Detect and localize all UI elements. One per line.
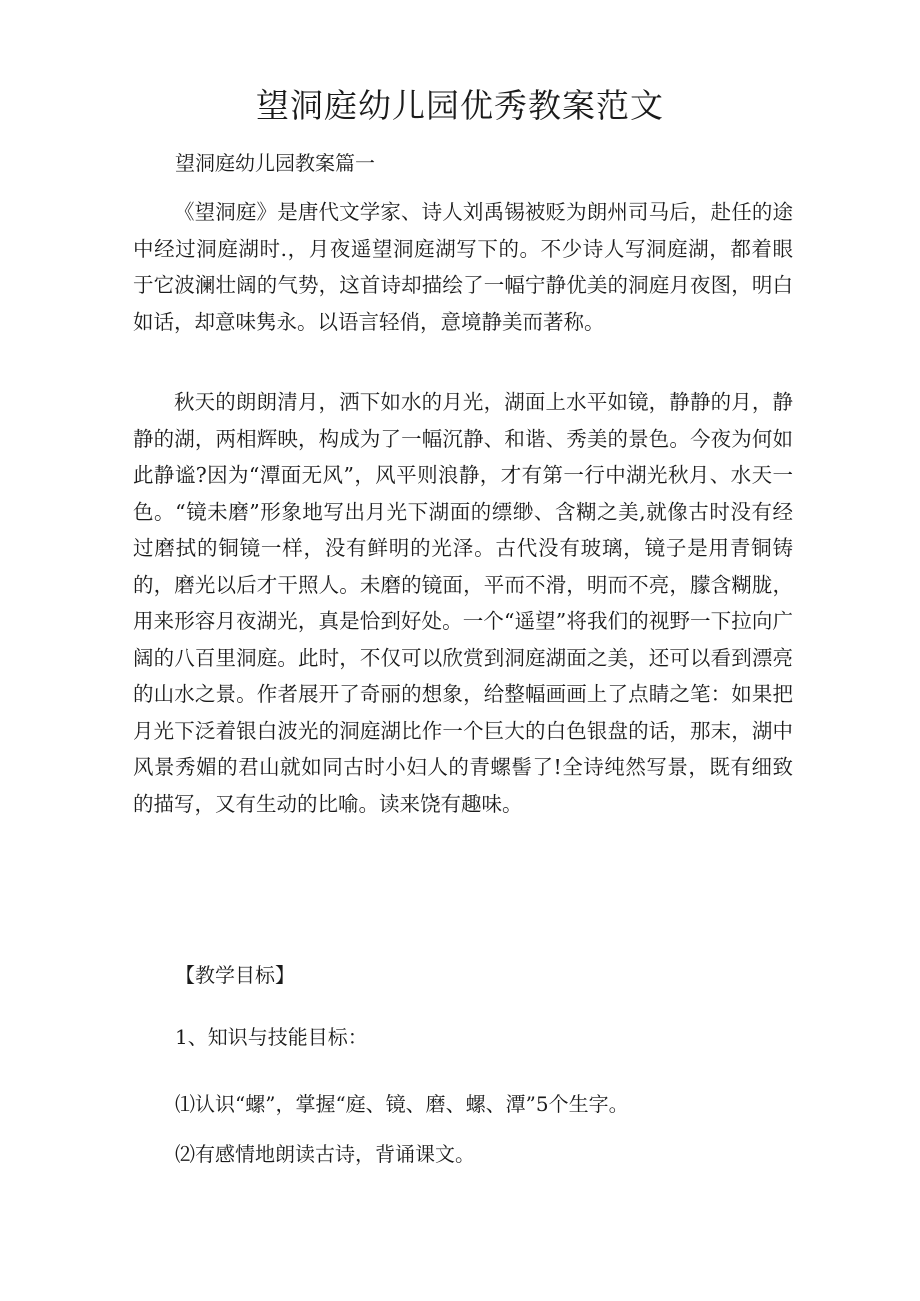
goal-item-recitation: ⑵有感情地朗读古诗，背诵课文。: [175, 1142, 475, 1166]
section-heading-teaching-goals: 【教学目标】: [175, 963, 295, 987]
goal-item-knowledge-skills: 1、知识与技能目标：: [175, 1025, 368, 1049]
goal-item-characters: ⑴认识“螺”，掌握“庭、镜、磨、螺、潭”5个生字。: [175, 1092, 629, 1116]
paragraph-analysis: 秋天的朗朗清月，洒下如水的月光，湖面上水平如镜，静静的月，静静的湖，两相辉映，构成为了一幅沉静、和谐、秀美的景色。今夜为何如此静谧?因为“潭面无风”，风平则浪静，才有第一行中湖光秋月、水天一色。“镜未磨”形象地写出月光下湖面的缥缈、含糊之美,就像古时没有经过磨拭的铜镜一样，没有鲜明的光泽。古代没有玻璃，镜子是用青铜铸的，磨光以后才干照人。未磨的镜面，平而不滑，明而不亮，朦含糊胧，用来形容月夜湖光，真是恰到好处。一个“遥望”将我们的视野一下拉向广阔的八百里洞庭。此时，不仅可以欣赏到洞庭湖面之美，还可以看到漂亮的山水之景。作者展开了奇丽的想象，给整幅画画上了点睛之笔：如果把月光下泛着银白波光的洞庭湖比作一个巨大的白色银盘的话，那末，湖中风景秀媚的君山就如同古时小妇人的青螺髻了!全诗纯然写景，既有细致的描写，又有生动的比喻。读来饶有趣味。: [133, 390, 793, 816]
paragraph-intro: 《望洞庭》是唐代文学家、诗人刘禹锡被贬为朗州司马后，赴任的途中经过洞庭湖时.，月夜遥望洞庭湖写下的。不少诗人写洞庭湖，都着眼于它波澜壮阔的气势，这首诗却描绘了一幅宁静优美的洞庭月夜图，明白如话，却意味隽永。以语言轻俏，意境静美而著称。: [133, 200, 793, 334]
document-title: 望洞庭幼儿园优秀教案范文: [256, 86, 664, 125]
document-subtitle: 望洞庭幼儿园教案篇一: [175, 151, 375, 175]
